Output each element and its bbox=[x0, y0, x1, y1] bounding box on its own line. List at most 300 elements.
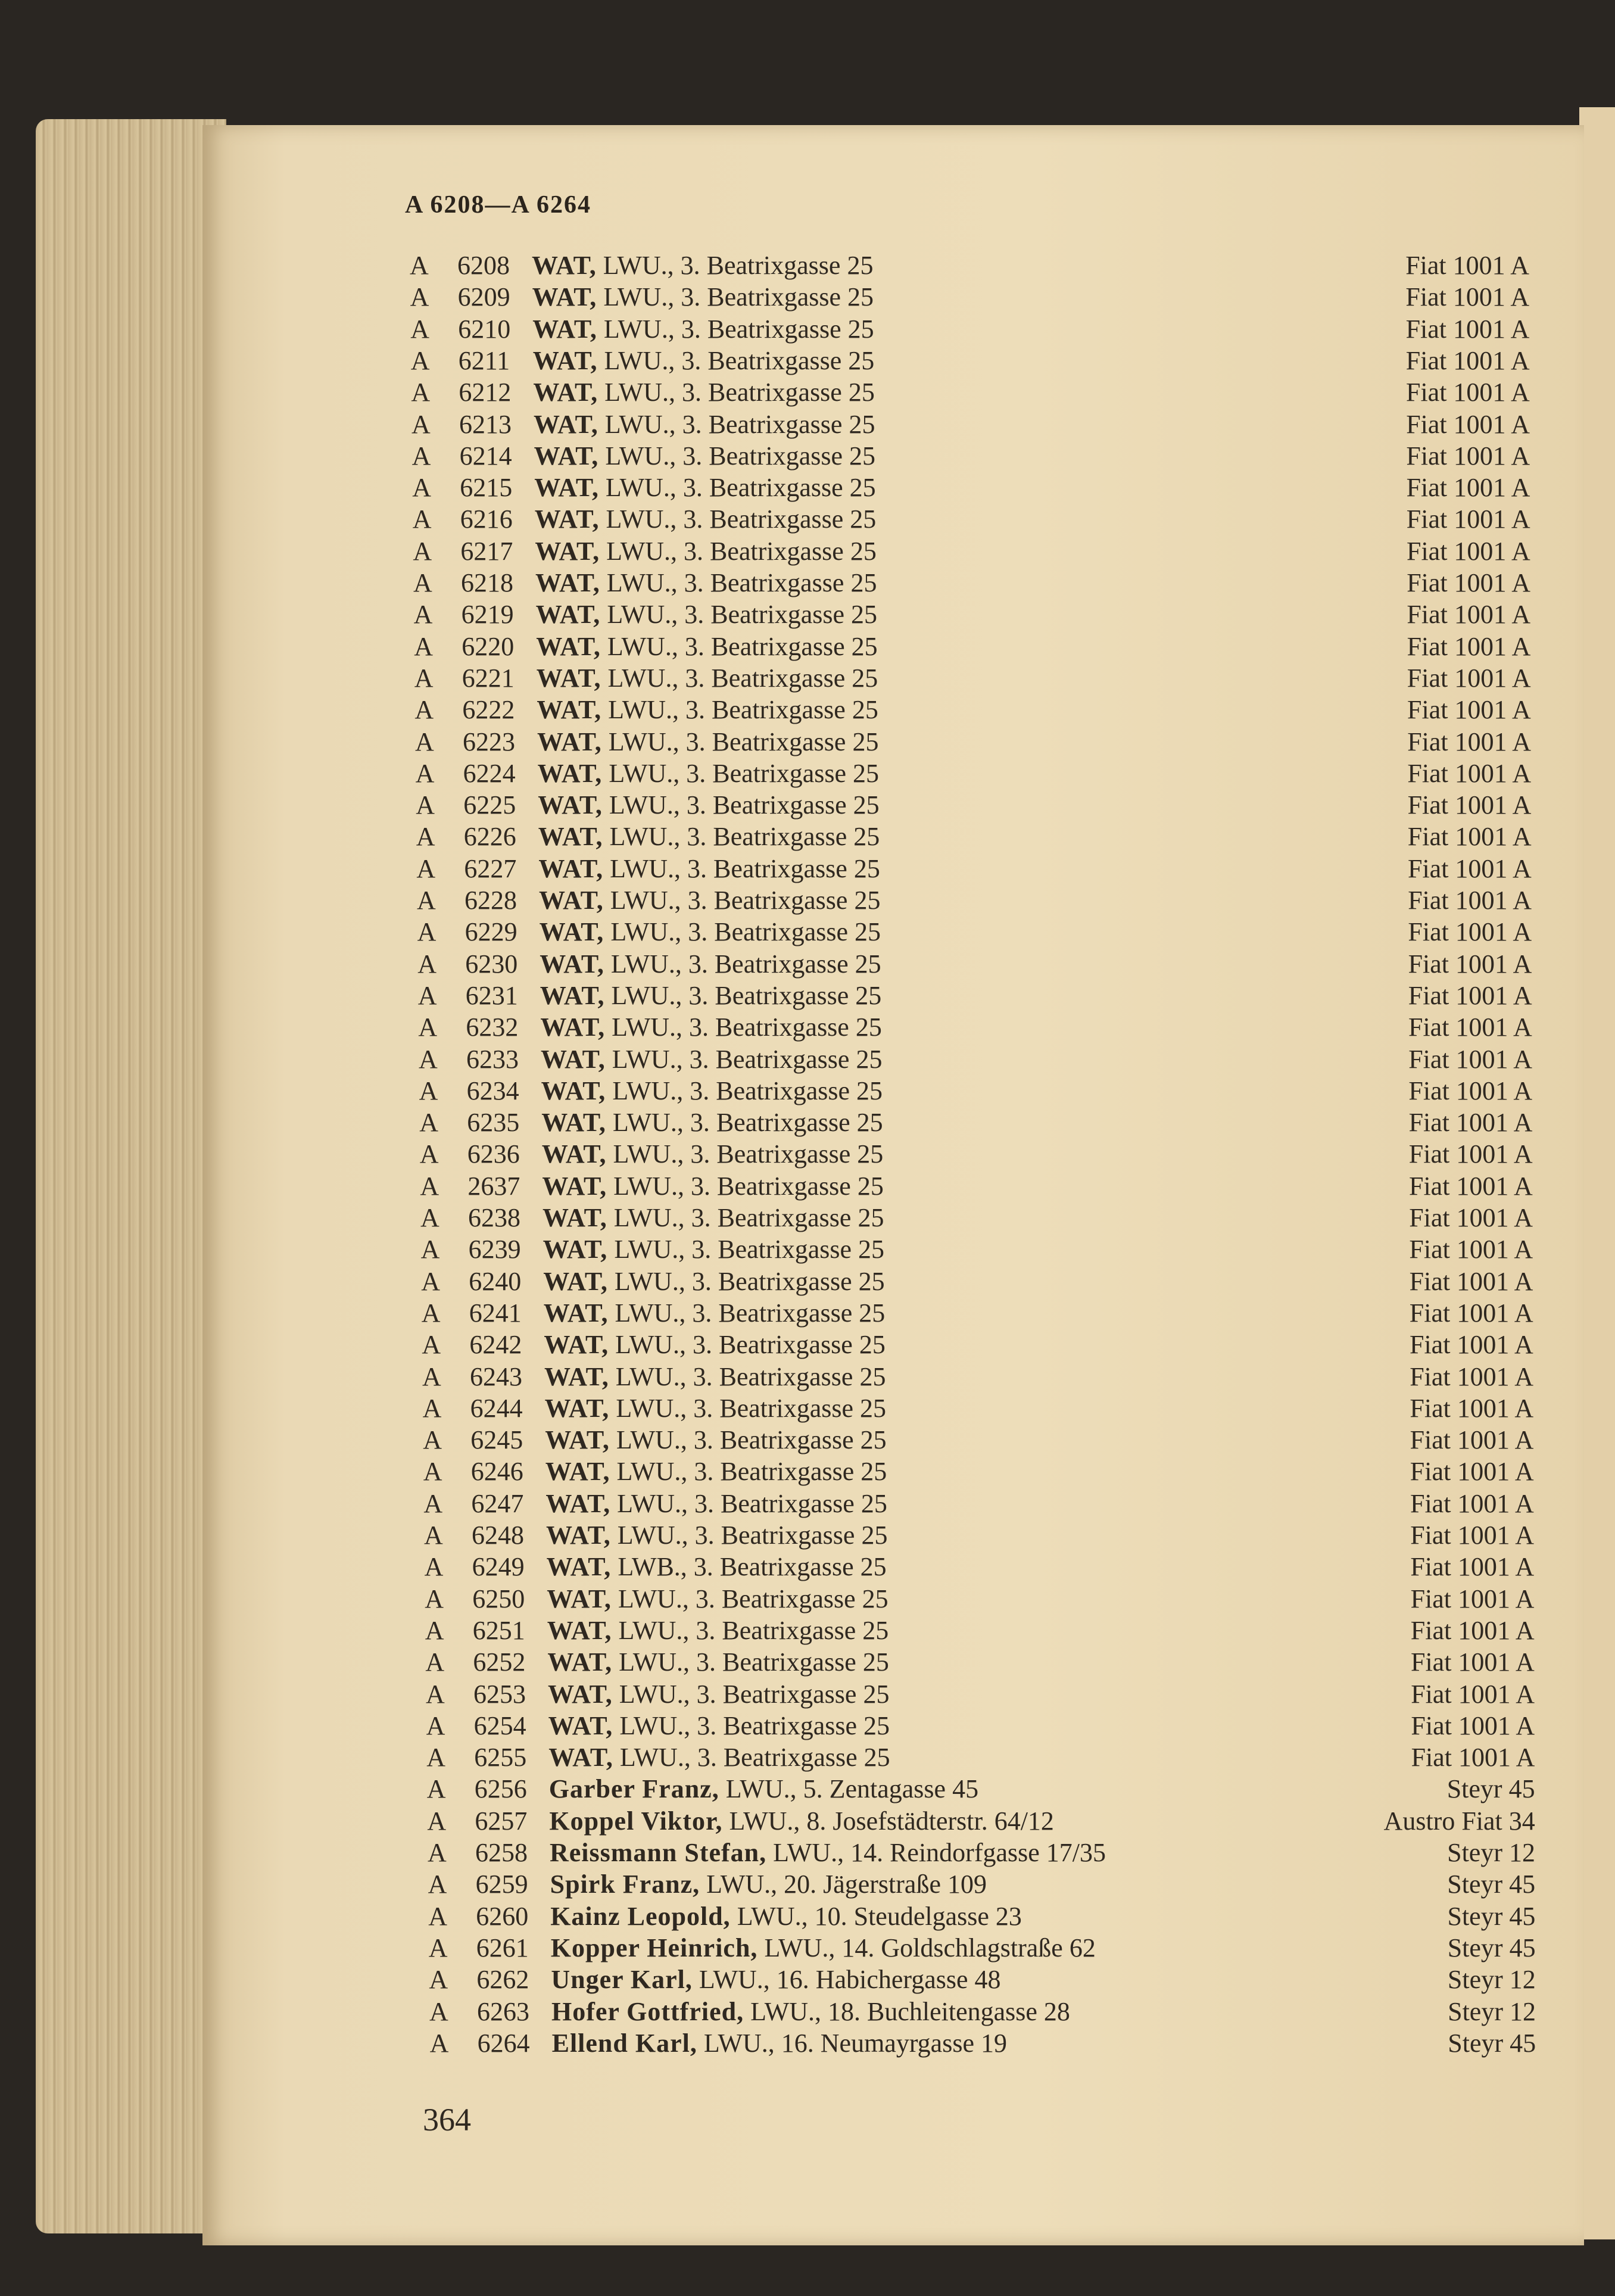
row-number: 6227 bbox=[464, 853, 517, 883]
row-address: LWU., 3. Beatrixgasse 25 bbox=[609, 758, 880, 788]
row-entry bbox=[532, 282, 874, 313]
row-prefix: A bbox=[413, 568, 432, 597]
row-number: 6246 bbox=[470, 1457, 523, 1487]
row-vehicle: Fiat 1001 A bbox=[1406, 409, 1530, 439]
row-address: LWU., 3. Beatrixgasse 25 bbox=[614, 1266, 885, 1296]
row-address: LWU., 16. Habichergasse 48 bbox=[699, 1965, 1001, 1995]
row-entry bbox=[537, 663, 878, 694]
row-prefix: A bbox=[428, 1870, 447, 1899]
row-address: LWU., 3. Beatrixgasse 25 bbox=[615, 1298, 886, 1328]
row-vehicle: Steyr 12 bbox=[1447, 1965, 1536, 1995]
row-address: LWU., 3. Beatrixgasse 25 bbox=[608, 727, 879, 756]
row-vehicle: Fiat 1001 A bbox=[1407, 600, 1531, 630]
row-address: LWU., 3. Beatrixgasse 25 bbox=[603, 282, 874, 312]
row-number: 6232 bbox=[466, 1013, 519, 1042]
row-address: LWU., 3. Beatrixgasse 25 bbox=[607, 600, 878, 630]
row-vehicle: Fiat 1001 A bbox=[1407, 568, 1530, 597]
row-vehicle: Fiat 1001 A bbox=[1407, 822, 1532, 852]
row-address: LWU., 3. Beatrixgasse 25 bbox=[608, 695, 878, 725]
row-number: 6226 bbox=[463, 822, 516, 852]
row-owner-name: WAT, bbox=[534, 441, 599, 471]
row-owner-name: WAT, bbox=[544, 1362, 609, 1391]
row-vehicle: Fiat 1001 A bbox=[1410, 1488, 1534, 1518]
row-vehicle: Steyr 45 bbox=[1447, 1901, 1536, 1931]
listing-row bbox=[425, 1552, 1535, 1582]
row-number: 6212 bbox=[459, 378, 512, 407]
listing-row bbox=[414, 599, 1531, 630]
row-vehicle: Fiat 1001 A bbox=[1408, 1139, 1533, 1169]
row-vehicle: Fiat 1001 A bbox=[1408, 1076, 1533, 1105]
row-entry bbox=[538, 821, 880, 852]
row-prefix: A bbox=[429, 1965, 448, 1995]
row-address: LWU., 3. Beatrixgasse 25 bbox=[619, 1743, 890, 1772]
row-address: LWU., 3. Beatrixgasse 25 bbox=[619, 1647, 889, 1677]
row-owner-name: Kainz Leopold, bbox=[550, 1901, 731, 1931]
row-entry bbox=[544, 1329, 885, 1360]
row-owner-name: WAT, bbox=[534, 473, 599, 503]
row-entry bbox=[545, 1393, 886, 1424]
row-number: 6216 bbox=[460, 504, 513, 534]
row-prefix: A bbox=[422, 1393, 442, 1423]
row-owner-name: WAT, bbox=[532, 251, 597, 280]
row-vehicle: Fiat 1001 A bbox=[1410, 1521, 1534, 1550]
row-entry bbox=[542, 1139, 883, 1170]
row-number: 6219 bbox=[461, 600, 514, 630]
row-prefix: A bbox=[421, 1266, 440, 1296]
row-number: 6245 bbox=[470, 1425, 523, 1455]
row-prefix: A bbox=[416, 853, 436, 883]
listing-row bbox=[423, 1425, 1533, 1456]
row-entry bbox=[545, 1456, 887, 1487]
row-vehicle: Fiat 1001 A bbox=[1408, 917, 1532, 947]
row-entry bbox=[550, 1869, 987, 1900]
listing-row bbox=[420, 1202, 1533, 1233]
page-header: A 6208—A 6264 bbox=[405, 191, 592, 219]
row-vehicle: Fiat 1001 A bbox=[1408, 1171, 1533, 1201]
listing-row bbox=[422, 1298, 1533, 1329]
row-owner-name: WAT, bbox=[546, 1521, 611, 1550]
row-number: 6222 bbox=[462, 695, 515, 725]
listing-row bbox=[423, 1488, 1533, 1519]
row-number: 6223 bbox=[463, 727, 515, 756]
listing-row bbox=[410, 250, 1529, 281]
row-number: 6213 bbox=[459, 409, 512, 439]
listing-row bbox=[428, 1901, 1535, 1932]
row-address: LWU., 3. Beatrixgasse 25 bbox=[604, 378, 875, 407]
row-prefix: A bbox=[426, 1743, 445, 1772]
row-owner-name: WAT, bbox=[540, 1013, 606, 1042]
row-vehicle: Fiat 1001 A bbox=[1408, 949, 1532, 979]
row-vehicle: Fiat 1001 A bbox=[1411, 1743, 1535, 1772]
row-address: LWU., 3. Beatrixgasse 25 bbox=[615, 1330, 886, 1360]
row-owner-name: Hofer Gottfried, bbox=[551, 1996, 744, 2026]
row-number: 6210 bbox=[458, 314, 511, 344]
row-number: 6208 bbox=[457, 251, 510, 280]
row-address: LWU., 3. Beatrixgasse 25 bbox=[606, 568, 877, 597]
listing-row bbox=[420, 1171, 1532, 1202]
row-prefix: A bbox=[417, 917, 437, 947]
row-vehicle: Fiat 1001 A bbox=[1410, 1584, 1535, 1613]
row-address: LWU., 14. Goldschlagstraße 62 bbox=[764, 1933, 1096, 1962]
row-vehicle: Fiat 1001 A bbox=[1408, 1044, 1532, 1074]
row-vehicle: Fiat 1001 A bbox=[1410, 1393, 1534, 1423]
listing-row bbox=[414, 694, 1530, 725]
row-number: 6254 bbox=[473, 1711, 526, 1740]
row-number: 6252 bbox=[473, 1647, 526, 1677]
row-prefix: A bbox=[413, 536, 432, 566]
row-entry bbox=[539, 885, 880, 916]
page-number: 364 bbox=[423, 2102, 471, 2138]
row-number: 6259 bbox=[475, 1870, 528, 1899]
row-vehicle: Fiat 1001 A bbox=[1409, 1330, 1533, 1360]
row-address: LWU., 3. Beatrixgasse 25 bbox=[610, 886, 881, 915]
listing-row bbox=[416, 758, 1532, 789]
row-entry bbox=[536, 631, 877, 662]
listing-row bbox=[417, 885, 1532, 916]
listing-row bbox=[411, 409, 1530, 440]
row-number: 6214 bbox=[459, 441, 512, 471]
row-owner-name: WAT, bbox=[548, 1711, 613, 1740]
row-vehicle: Fiat 1001 A bbox=[1410, 1362, 1533, 1391]
row-entry bbox=[541, 1076, 883, 1107]
row-number: 6264 bbox=[477, 2028, 530, 2058]
row-prefix: A bbox=[426, 1679, 445, 1709]
row-address: LWU., 3. Beatrixgasse 25 bbox=[612, 1044, 883, 1074]
listing-row bbox=[426, 1679, 1535, 1710]
row-address: LWU., 3. Beatrixgasse 25 bbox=[615, 1362, 886, 1391]
row-entry bbox=[551, 1996, 1070, 2027]
row-vehicle: Steyr 45 bbox=[1446, 1774, 1535, 1804]
row-prefix: A bbox=[414, 631, 433, 661]
row-number: 6253 bbox=[473, 1679, 526, 1709]
row-owner-name: Spirk Franz, bbox=[550, 1870, 700, 1899]
row-address: LWU., 3. Beatrixgasse 25 bbox=[613, 1139, 884, 1169]
row-entry bbox=[547, 1584, 888, 1615]
row-number: 6215 bbox=[460, 473, 513, 503]
row-entry bbox=[534, 409, 875, 440]
row-entry bbox=[535, 504, 876, 535]
row-owner-name: WAT, bbox=[545, 1457, 610, 1487]
row-address: LWU., 3. Beatrixgasse 25 bbox=[610, 853, 880, 883]
row-address: LWU., 3. Beatrixgasse 25 bbox=[614, 1235, 885, 1264]
row-prefix: A bbox=[411, 409, 431, 439]
row-number: 2637 bbox=[467, 1171, 520, 1201]
listing-row bbox=[427, 1806, 1535, 1837]
row-owner-name: WAT, bbox=[534, 409, 598, 439]
row-entry bbox=[542, 1171, 883, 1202]
row-owner-name: WAT, bbox=[544, 1393, 610, 1423]
row-prefix: A bbox=[410, 282, 429, 312]
row-owner-name: WAT, bbox=[536, 663, 601, 693]
listing-row bbox=[423, 1456, 1534, 1487]
row-number: 6235 bbox=[467, 1108, 520, 1138]
row-entry bbox=[533, 345, 874, 376]
row-vehicle: Fiat 1001 A bbox=[1405, 282, 1530, 312]
row-owner-name: WAT, bbox=[532, 282, 597, 312]
row-number: 6258 bbox=[475, 1838, 528, 1867]
row-entry bbox=[538, 853, 880, 884]
row-owner-name: Garber Franz, bbox=[548, 1774, 719, 1804]
listing-row bbox=[410, 282, 1530, 313]
row-vehicle: Fiat 1001 A bbox=[1410, 1457, 1534, 1487]
row-owner-name: WAT, bbox=[543, 1203, 607, 1232]
row-address: LWU., 3. Beatrixgasse 25 bbox=[610, 917, 881, 947]
listing-row bbox=[428, 1837, 1535, 1868]
row-vehicle: Fiat 1001 A bbox=[1408, 1108, 1533, 1138]
row-prefix: A bbox=[419, 1139, 439, 1169]
row-vehicle: Steyr 12 bbox=[1448, 1996, 1536, 2026]
row-prefix: A bbox=[415, 758, 435, 788]
row-number: 6239 bbox=[468, 1235, 521, 1264]
row-owner-name: WAT, bbox=[537, 695, 602, 725]
row-prefix: A bbox=[420, 1203, 439, 1232]
row-entry bbox=[543, 1234, 884, 1265]
row-entry bbox=[535, 568, 877, 599]
row-address: LWU., 3. Beatrixgasse 25 bbox=[618, 1615, 889, 1645]
row-number: 6225 bbox=[463, 790, 516, 820]
row-address: LWU., 3. Beatrixgasse 25 bbox=[612, 1108, 883, 1138]
row-number: 6261 bbox=[476, 1933, 529, 1962]
row-address: LWU., 3. Beatrixgasse 25 bbox=[616, 1425, 887, 1455]
row-vehicle: Fiat 1001 A bbox=[1407, 758, 1532, 788]
row-address: LWU., 3. Beatrixgasse 25 bbox=[617, 1521, 888, 1550]
row-owner-name: WAT, bbox=[538, 790, 603, 820]
row-prefix: A bbox=[429, 2028, 449, 2058]
row-number: 6255 bbox=[474, 1743, 527, 1772]
row-address: LWU., 14. Reindorfgasse 17/35 bbox=[773, 1838, 1106, 1867]
row-vehicle: Fiat 1001 A bbox=[1408, 886, 1532, 915]
row-entry bbox=[550, 1837, 1106, 1868]
row-entry bbox=[532, 314, 874, 345]
row-vehicle: Fiat 1001 A bbox=[1410, 1647, 1535, 1677]
row-entry bbox=[537, 694, 878, 725]
row-address: LWU., 3. Beatrixgasse 25 bbox=[605, 441, 876, 471]
row-prefix: A bbox=[410, 314, 429, 344]
row-owner-name: WAT, bbox=[547, 1647, 613, 1677]
row-number: 6230 bbox=[465, 949, 518, 979]
row-prefix: A bbox=[411, 441, 431, 471]
row-number: 6218 bbox=[461, 568, 513, 597]
row-prefix: A bbox=[419, 1044, 438, 1074]
row-address: LWU., 3. Beatrixgasse 25 bbox=[612, 1076, 883, 1105]
row-vehicle: Fiat 1001 A bbox=[1408, 980, 1532, 1010]
row-number: 6209 bbox=[457, 282, 510, 312]
row-owner-name: WAT, bbox=[537, 727, 602, 756]
row-entry bbox=[548, 1711, 890, 1742]
listing-row bbox=[424, 1520, 1534, 1551]
row-entry bbox=[547, 1552, 887, 1582]
row-entry bbox=[540, 917, 881, 948]
row-entry bbox=[546, 1520, 887, 1551]
row-address: LWU., 3. Beatrixgasse 25 bbox=[609, 822, 880, 852]
row-vehicle: Fiat 1001 A bbox=[1409, 1298, 1533, 1328]
row-number: 6250 bbox=[472, 1584, 525, 1613]
listing-row bbox=[412, 441, 1530, 472]
row-number: 6220 bbox=[462, 631, 515, 661]
row-entry bbox=[548, 1679, 889, 1710]
row-owner-name: WAT, bbox=[539, 917, 604, 947]
row-number: 6249 bbox=[472, 1552, 525, 1582]
row-entry bbox=[540, 949, 881, 980]
row-owner-name: WAT, bbox=[539, 886, 604, 915]
listing-row bbox=[421, 1266, 1533, 1297]
row-number: 6263 bbox=[477, 1996, 529, 2026]
row-entry bbox=[549, 1806, 1054, 1837]
row-vehicle: Fiat 1001 A bbox=[1406, 536, 1530, 566]
row-owner-name: Reissmann Stefan, bbox=[550, 1838, 767, 1867]
row-owner-name: WAT, bbox=[543, 1266, 608, 1296]
row-address: LWU., 3. Beatrixgasse 25 bbox=[618, 1584, 888, 1613]
listing-row bbox=[421, 1234, 1533, 1265]
row-number: 6221 bbox=[462, 663, 515, 693]
row-prefix: A bbox=[428, 1933, 448, 1962]
row-prefix: A bbox=[422, 1362, 441, 1391]
listing-row bbox=[419, 1107, 1532, 1138]
row-address: LWU., 3. Beatrixgasse 25 bbox=[604, 409, 875, 439]
row-prefix: A bbox=[419, 1108, 438, 1138]
row-owner-name: WAT, bbox=[535, 568, 600, 597]
row-prefix: A bbox=[415, 727, 434, 756]
row-prefix: A bbox=[425, 1615, 444, 1645]
row-owner-name: WAT, bbox=[532, 314, 597, 344]
row-prefix: A bbox=[422, 1330, 441, 1360]
row-entry bbox=[540, 980, 881, 1011]
listing-row bbox=[425, 1615, 1535, 1646]
row-owner-name: WAT, bbox=[543, 1235, 608, 1264]
row-owner-name: WAT, bbox=[547, 1584, 612, 1613]
row-address: LWU., 18. Buchleitengasse 28 bbox=[750, 1996, 1070, 2026]
row-vehicle: Fiat 1001 A bbox=[1407, 790, 1532, 820]
row-vehicle: Fiat 1001 A bbox=[1407, 853, 1532, 883]
row-address: LWU., 3. Beatrixgasse 25 bbox=[607, 631, 878, 661]
row-number: 6217 bbox=[460, 536, 513, 566]
row-owner-name: WAT, bbox=[532, 345, 598, 375]
row-entry bbox=[548, 1742, 890, 1773]
row-prefix: A bbox=[423, 1425, 442, 1455]
row-entry bbox=[547, 1647, 888, 1678]
listing-row bbox=[418, 980, 1532, 1011]
listing-row bbox=[416, 790, 1531, 821]
listing-row bbox=[418, 1012, 1532, 1043]
row-vehicle: Steyr 45 bbox=[1448, 2028, 1536, 2058]
row-entry bbox=[544, 1298, 885, 1329]
row-entry bbox=[543, 1202, 884, 1233]
row-number: 6236 bbox=[467, 1139, 520, 1169]
row-vehicle: Fiat 1001 A bbox=[1409, 1235, 1533, 1264]
row-number: 6233 bbox=[466, 1044, 519, 1074]
row-prefix: A bbox=[412, 473, 431, 503]
listing-row bbox=[420, 1139, 1533, 1170]
row-entry bbox=[550, 1901, 1022, 1932]
row-number: 6244 bbox=[470, 1393, 523, 1423]
row-address: LWU., 3. Beatrixgasse 25 bbox=[616, 1457, 887, 1487]
row-prefix: A bbox=[416, 822, 435, 852]
row-owner-name: WAT, bbox=[536, 631, 601, 661]
row-address: LWU., 3. Beatrixgasse 25 bbox=[610, 949, 881, 979]
row-owner-name: WAT, bbox=[540, 980, 605, 1010]
row-entry bbox=[541, 1044, 882, 1075]
row-owner-name: Kopper Heinrich, bbox=[550, 1933, 758, 1962]
row-prefix: A bbox=[425, 1584, 444, 1613]
row-prefix: A bbox=[427, 1806, 447, 1836]
row-vehicle: Fiat 1001 A bbox=[1411, 1711, 1535, 1740]
row-prefix: A bbox=[423, 1457, 442, 1487]
row-vehicle: Fiat 1001 A bbox=[1406, 473, 1530, 503]
listing-row bbox=[417, 917, 1532, 948]
listing-row bbox=[425, 1584, 1534, 1615]
row-number: 6231 bbox=[465, 980, 518, 1010]
row-prefix: A bbox=[417, 886, 436, 915]
row-number: 6224 bbox=[463, 758, 516, 788]
row-number: 6229 bbox=[464, 917, 517, 947]
row-number: 6251 bbox=[472, 1615, 525, 1645]
row-vehicle: Fiat 1001 A bbox=[1410, 1615, 1535, 1645]
row-address: LWU., 3. Beatrixgasse 25 bbox=[613, 1171, 884, 1201]
row-address: LWU., 3. Beatrixgasse 25 bbox=[617, 1488, 887, 1518]
row-address: LWU., 3. Beatrixgasse 25 bbox=[607, 663, 878, 693]
listing-row bbox=[427, 1774, 1535, 1805]
row-vehicle: Steyr 12 bbox=[1447, 1838, 1535, 1867]
row-number: 6247 bbox=[471, 1488, 524, 1518]
row-owner-name: Unger Karl, bbox=[551, 1965, 693, 1995]
row-prefix: A bbox=[420, 1171, 439, 1201]
row-address: LWB., 3. Beatrixgasse 25 bbox=[618, 1552, 887, 1582]
listing-row bbox=[412, 472, 1530, 503]
row-owner-name: WAT, bbox=[545, 1425, 610, 1455]
row-vehicle: Steyr 45 bbox=[1447, 1933, 1536, 1962]
row-owner-name: WAT, bbox=[540, 949, 604, 979]
row-vehicle: Fiat 1001 A bbox=[1409, 1203, 1533, 1232]
row-owner-name: WAT, bbox=[537, 758, 603, 788]
row-owner-name: WAT, bbox=[538, 853, 604, 883]
listing-row bbox=[425, 1647, 1534, 1678]
row-address: LWU., 3. Beatrixgasse 25 bbox=[619, 1711, 890, 1740]
listing-row bbox=[423, 1393, 1534, 1424]
listing-row bbox=[414, 663, 1531, 694]
row-owner-name: WAT, bbox=[541, 1108, 606, 1138]
row-prefix: A bbox=[421, 1298, 441, 1328]
listing-row bbox=[429, 1996, 1536, 2027]
row-owner-name: WAT, bbox=[535, 536, 600, 566]
row-owner-name: Koppel Viktor, bbox=[549, 1806, 723, 1836]
row-number: 6262 bbox=[476, 1965, 529, 1995]
row-vehicle: Fiat 1001 A bbox=[1406, 504, 1530, 534]
row-entry bbox=[545, 1488, 887, 1519]
listing-row bbox=[414, 631, 1530, 662]
listing-row bbox=[413, 504, 1530, 535]
row-vehicle: Fiat 1001 A bbox=[1405, 378, 1530, 407]
row-vehicle: Fiat 1001 A bbox=[1410, 1425, 1534, 1455]
listing-row bbox=[415, 727, 1531, 758]
listing-row bbox=[429, 1964, 1535, 1995]
listing-row bbox=[411, 377, 1529, 408]
listing-row bbox=[430, 2028, 1536, 2059]
row-entry bbox=[535, 536, 876, 567]
row-prefix: A bbox=[426, 1774, 446, 1804]
row-owner-name: WAT, bbox=[544, 1330, 609, 1360]
row-address: LWU., 3. Beatrixgasse 25 bbox=[609, 790, 880, 820]
row-entry bbox=[545, 1425, 886, 1456]
listing-row bbox=[417, 949, 1532, 980]
row-entry bbox=[534, 441, 875, 472]
row-address: LWU., 3. Beatrixgasse 25 bbox=[605, 473, 876, 503]
row-owner-name: WAT, bbox=[541, 1139, 607, 1169]
row-number: 6243 bbox=[470, 1362, 522, 1391]
row-number: 6211 bbox=[458, 345, 510, 375]
row-entry bbox=[547, 1615, 888, 1646]
row-address: LWU., 3. Beatrixgasse 25 bbox=[612, 1013, 882, 1042]
listing-row bbox=[422, 1329, 1533, 1360]
